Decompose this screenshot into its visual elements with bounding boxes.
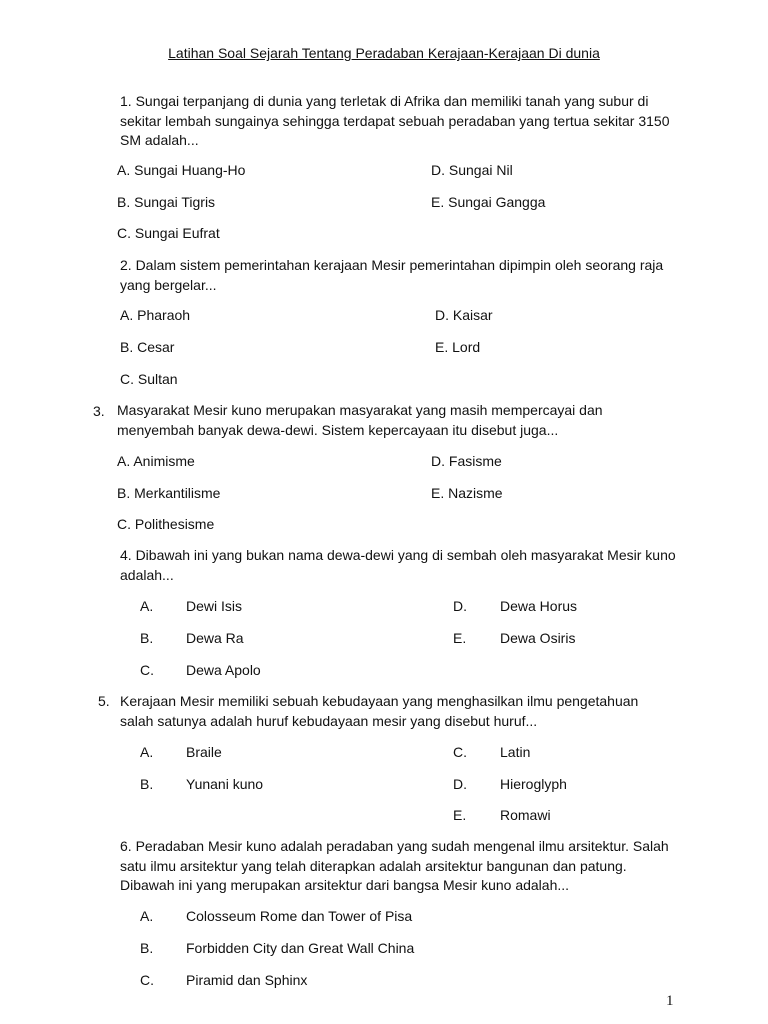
q3-option-a: A. Animisme (117, 453, 195, 469)
q3-option-d: D. Fasisme (431, 453, 502, 469)
q6-option-c-letter: C. (140, 972, 154, 988)
q2-option-b: B. Cesar (120, 339, 175, 355)
q5-option-a-letter: A. (140, 744, 154, 760)
q6-option-a-letter: A. (140, 908, 154, 924)
q4-option-e: Dewa Osiris (500, 630, 576, 646)
q1-option-b: B. Sungai Tigris (117, 194, 216, 210)
q5-option-d: Hieroglyph (500, 776, 567, 792)
q3-option-e: E. Nazisme (431, 485, 503, 501)
q4-option-a-letter: A. (140, 598, 154, 614)
q5-option-e: Romawi (500, 807, 551, 823)
q6-option-b: Forbidden City dan Great Wall China (186, 940, 415, 956)
q4-option-b-letter: B. (140, 630, 154, 646)
q4-option-b: Dewa Ra (186, 630, 244, 646)
q3-option-c: C. Polithesisme (117, 516, 215, 532)
q6-option-b-letter: B. (140, 940, 154, 956)
q1-option-d: D. Sungai Nil (431, 162, 513, 178)
q5-option-d-letter: D. (453, 776, 467, 792)
q4-option-a: Dewi Isis (186, 598, 243, 614)
question-6-text: 6. Peradaban Mesir kuno adalah peradaban yang sudah mengenal ilmu arsitektur. Salah satu ilmu arsitektur yang telah diterapkan adalah arsitektur bangunan dan patung. Dibawah ini yang merupakan arsitektur dari bangsa Mesir kuno adalah... (120, 838, 669, 893)
q2-option-a: A. Pharaoh (120, 307, 191, 323)
q5-option-a: Braile (186, 744, 222, 760)
question-3-number: 3. (93, 403, 105, 419)
q1-option-e: E. Sungai Gangga (431, 194, 546, 210)
q5-option-e-letter: E. (453, 807, 467, 823)
q5-option-c-letter: C. (453, 744, 467, 760)
q3-option-b: B. Merkantilisme (117, 485, 221, 501)
q5-option-b: Yunani kuno (186, 776, 264, 792)
question-3-text: Masyarakat Mesir kuno merupakan masyarakat yang masih mempercayai dan menyembah banyak dewa-dewi. Sistem kepercayaan itu disebut juga... (117, 402, 603, 438)
q2-option-e: E. Lord (435, 339, 481, 355)
q1-option-a: A. Sungai Huang-Ho (117, 162, 246, 178)
page-number: 1 (666, 993, 674, 1009)
question-5-text: Kerajaan Mesir memiliki sebuah kebudayaan yang menghasilkan ilmu pengetahuan salah satunya adalah huruf kebudayaan mesir yang disebut huruf... (120, 693, 639, 729)
question-5-number: 5. (98, 693, 110, 709)
question-1-text: 1. Sungai terpanjang di dunia yang terletak di Afrika dan memiliki tanah yang subur di sekitar lembah sungainya sehingga terdapat sebuah peradaban yang tertua sekitar 3150 SM adalah... (120, 93, 670, 148)
q1-option-c: C. Sungai Eufrat (117, 225, 220, 241)
q2-option-c: C. Sultan (120, 371, 178, 387)
page-title: Latihan Soal Sejarah Tentang Peradaban Kerajaan-Kerajaan Di dunia (168, 45, 600, 61)
q5-option-c: Latin (500, 744, 531, 760)
q4-option-d-letter: D. (453, 598, 467, 614)
q4-option-c: Dewa Apolo (186, 662, 261, 678)
q6-option-a: Colosseum Rome dan Tower of Pisa (186, 908, 413, 924)
q2-option-d: D. Kaisar (435, 307, 493, 323)
q6-option-c: Piramid dan Sphinx (186, 972, 308, 988)
q4-option-c-letter: C. (140, 662, 154, 678)
q5-option-b-letter: B. (140, 776, 154, 792)
q4-option-d: Dewa Horus (500, 598, 578, 614)
question-2-text: 2. Dalam sistem pemerintahan kerajaan Mesir pemerintahan dipimpin oleh seorang raja yang bergelar... (120, 257, 664, 293)
q4-option-e-letter: E. (453, 630, 467, 646)
question-4-text: 4. Dibawah ini yang bukan nama dewa-dewi yang di sembah oleh masyarakat Mesir kuno adalah... (120, 547, 676, 583)
